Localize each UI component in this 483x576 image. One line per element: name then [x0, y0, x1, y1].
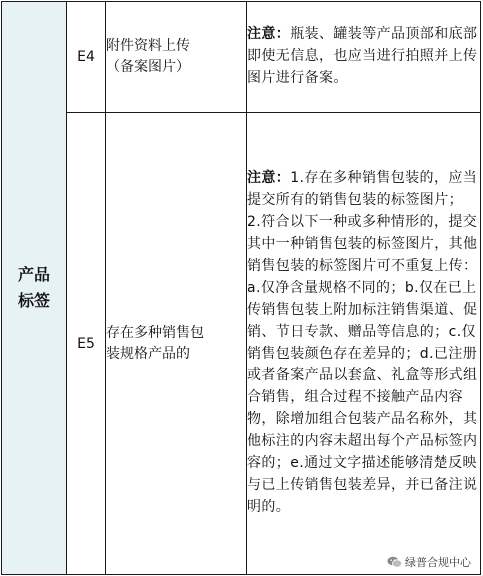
note-label: 注意： [247, 26, 291, 43]
item-line2: 装规格产品的 [106, 345, 190, 362]
spec-table [1, 1, 481, 575]
note-text: 瓶装、罐装等产品顶部和底部即使无信息，也应当进行拍照并上传图片进行备案。 [247, 26, 478, 86]
note-text: 1.存在多种销售包装的，应当提交所有的销售包装的标签图片； 2.符合以下一种或多种情形的，提交其中一种销售包装的标签图片，其他销售包装的标签图片可不重复上传：a.仅净含量规格不同的；b.仅在已上传销售包装上附加标注销售渠道、促销、节日专款、赠品等信息的；c.仅销售包装颜色存在差异的；d.已注册或者备案产品以套盒、礼盒等形式组合销售，组合过程不接触产品内容物，除增加组合包装产品名称外，其他标注的内容未超出每个产品标签内容的；e.通过文字描述能够清楚反映与已上传销售包装差异，并已备注说明的。 [247, 170, 478, 515]
item-cell [106, 2, 247, 113]
watermark-text: 绿普合规中心 [405, 556, 471, 569]
note-label: 注意： [247, 170, 291, 187]
note-cell [247, 113, 481, 575]
note-cell [247, 2, 481, 113]
item-line2: （备案图片） [106, 59, 190, 75]
wechat-icon [387, 556, 402, 568]
code-cell: E5 [67, 113, 106, 575]
item-line1: 存在多种销售包 [106, 324, 204, 341]
table-row-e4 [2, 2, 481, 113]
item-line1: 附件资料上传 [106, 38, 190, 54]
table-row-e5 [2, 113, 481, 575]
category-label-line2: 标签 [17, 291, 50, 310]
item-cell [106, 113, 247, 575]
watermark [385, 553, 473, 571]
category-cell [2, 2, 67, 575]
category-label-line1: 产品 [17, 265, 50, 284]
code-cell: E4 [67, 2, 106, 113]
